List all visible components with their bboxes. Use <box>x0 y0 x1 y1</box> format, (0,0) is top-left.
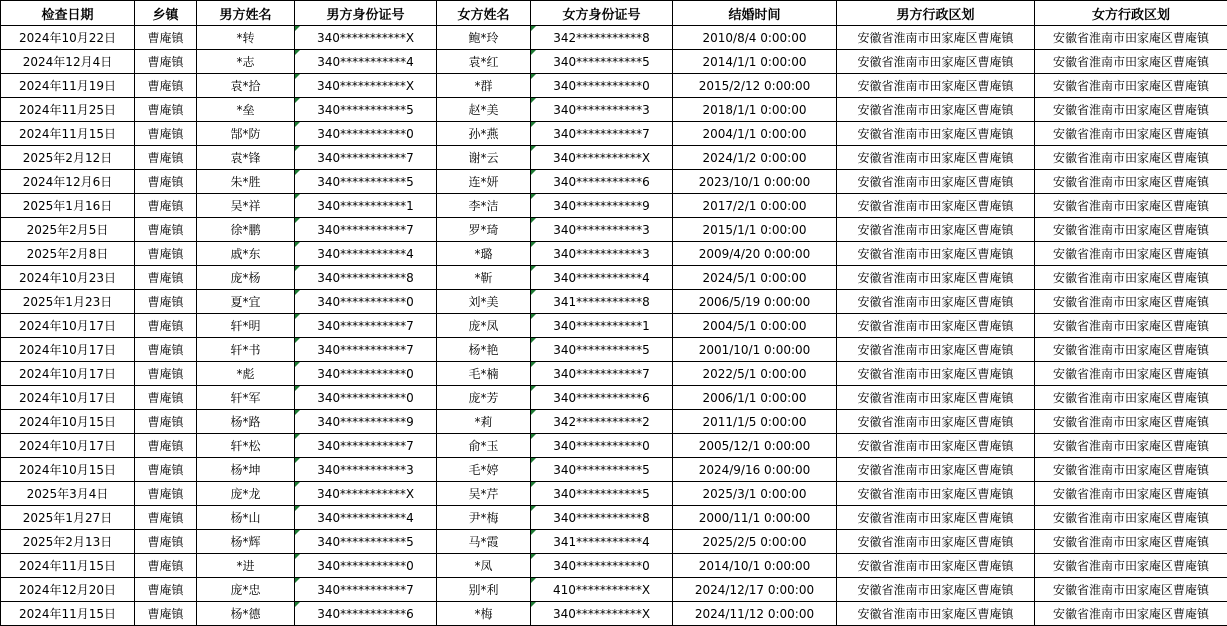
table-row <box>1 74 1227 98</box>
female-region-cell[interactable]: 安徽省淮南市田家庵区曹庵镇 <box>1035 338 1227 362</box>
female-name-cell[interactable]: 赵*美 <box>437 98 531 122</box>
table-row <box>1 50 1227 74</box>
check-date-cell[interactable]: 2024年10月23日 <box>1 266 135 290</box>
table-row <box>1 218 1227 242</box>
town-cell[interactable]: 曹庵镇 <box>135 266 197 290</box>
female-name-cell[interactable]: 刘*美 <box>437 290 531 314</box>
marriage-time-cell[interactable]: 2022/5/1 0:00:00 <box>673 362 837 386</box>
check-date-cell[interactable]: 2025年2月13日 <box>1 530 135 554</box>
marriage-time-cell[interactable]: 2024/9/16 0:00:00 <box>673 458 837 482</box>
female-name-cell[interactable]: *凤 <box>437 554 531 578</box>
check-date-cell[interactable]: 2024年10月17日 <box>1 314 135 338</box>
table-row <box>1 506 1227 530</box>
female-id-cell[interactable]: 340***********7 <box>531 362 673 386</box>
female-region-cell[interactable]: 安徽省淮南市田家庵区曹庵镇 <box>1035 74 1227 98</box>
male-id-cell[interactable]: 340***********7 <box>295 218 437 242</box>
female-region-cell[interactable]: 安徽省淮南市田家庵区曹庵镇 <box>1035 170 1227 194</box>
female-name-cell[interactable]: 连*妍 <box>437 170 531 194</box>
town-cell[interactable]: 曹庵镇 <box>135 122 197 146</box>
female-id-cell[interactable]: 340***********8 <box>531 506 673 530</box>
female-name-cell[interactable]: *莉 <box>437 410 531 434</box>
town-cell[interactable]: 曹庵镇 <box>135 50 197 74</box>
female-name-cell[interactable]: 庞*凤 <box>437 314 531 338</box>
town-cell[interactable]: 曹庵镇 <box>135 434 197 458</box>
female-region-cell[interactable]: 安徽省淮南市田家庵区曹庵镇 <box>1035 602 1227 626</box>
female-region-cell[interactable]: 安徽省淮南市田家庵区曹庵镇 <box>1035 98 1227 122</box>
marriage-time-cell[interactable]: 2004/1/1 0:00:00 <box>673 122 837 146</box>
check-date-cell[interactable]: 2024年10月17日 <box>1 338 135 362</box>
female-region-cell[interactable]: 安徽省淮南市田家庵区曹庵镇 <box>1035 218 1227 242</box>
check-date-cell[interactable]: 2024年10月22日 <box>1 26 135 50</box>
female-name-cell[interactable]: *璐 <box>437 242 531 266</box>
male-name-cell[interactable]: 郜*防 <box>197 122 295 146</box>
male-region-cell[interactable]: 安徽省淮南市田家庵区曹庵镇 <box>837 242 1035 266</box>
table-row <box>1 194 1227 218</box>
marriage-time-cell[interactable]: 2006/5/19 0:00:00 <box>673 290 837 314</box>
male-id-cell[interactable]: 340***********0 <box>295 386 437 410</box>
check-date-cell[interactable]: 2024年12月6日 <box>1 170 135 194</box>
town-cell[interactable]: 曹庵镇 <box>135 338 197 362</box>
check-date-cell[interactable]: 2024年11月15日 <box>1 122 135 146</box>
male-name-cell[interactable]: *彪 <box>197 362 295 386</box>
column-header-male-region[interactable]: 男方行政区划 <box>837 1 1035 26</box>
town-cell[interactable]: 曹庵镇 <box>135 530 197 554</box>
female-region-cell[interactable]: 安徽省淮南市田家庵区曹庵镇 <box>1035 434 1227 458</box>
town-cell[interactable]: 曹庵镇 <box>135 578 197 602</box>
female-id-cell[interactable]: 340***********5 <box>531 482 673 506</box>
male-region-cell[interactable]: 安徽省淮南市田家庵区曹庵镇 <box>837 338 1035 362</box>
female-region-cell[interactable]: 安徽省淮南市田家庵区曹庵镇 <box>1035 194 1227 218</box>
male-id-cell[interactable]: 340***********6 <box>295 602 437 626</box>
female-region-cell[interactable]: 安徽省淮南市田家庵区曹庵镇 <box>1035 458 1227 482</box>
female-name-cell[interactable]: 谢*云 <box>437 146 531 170</box>
table-row <box>1 26 1227 50</box>
female-name-cell[interactable]: *群 <box>437 74 531 98</box>
table-row <box>1 554 1227 578</box>
marriage-time-cell[interactable]: 2015/1/1 0:00:00 <box>673 218 837 242</box>
male-name-cell[interactable]: 轩*明 <box>197 314 295 338</box>
male-id-cell[interactable]: 340***********5 <box>295 98 437 122</box>
male-id-cell[interactable]: 340***********0 <box>295 554 437 578</box>
marriage-time-cell[interactable]: 2017/2/1 0:00:00 <box>673 194 837 218</box>
female-region-cell[interactable]: 安徽省淮南市田家庵区曹庵镇 <box>1035 386 1227 410</box>
female-region-cell[interactable]: 安徽省淮南市田家庵区曹庵镇 <box>1035 362 1227 386</box>
female-name-cell[interactable]: 罗*琦 <box>437 218 531 242</box>
table-row <box>1 386 1227 410</box>
marriage-time-cell[interactable]: 2000/11/1 0:00:00 <box>673 506 837 530</box>
female-id-cell[interactable]: 340***********5 <box>531 458 673 482</box>
male-region-cell[interactable]: 安徽省淮南市田家庵区曹庵镇 <box>837 194 1035 218</box>
male-region-cell[interactable]: 安徽省淮南市田家庵区曹庵镇 <box>837 482 1035 506</box>
male-id-cell[interactable]: 340***********7 <box>295 314 437 338</box>
female-name-cell[interactable]: 庞*芳 <box>437 386 531 410</box>
female-region-cell[interactable]: 安徽省淮南市田家庵区曹庵镇 <box>1035 530 1227 554</box>
column-header-female-id[interactable]: 女方身份证号 <box>531 1 673 26</box>
check-date-cell[interactable]: 2024年10月15日 <box>1 458 135 482</box>
check-date-cell[interactable]: 2024年11月15日 <box>1 602 135 626</box>
male-region-cell[interactable]: 安徽省淮南市田家庵区曹庵镇 <box>837 506 1035 530</box>
female-name-cell[interactable]: 李*洁 <box>437 194 531 218</box>
male-region-cell[interactable]: 安徽省淮南市田家庵区曹庵镇 <box>837 602 1035 626</box>
male-name-cell[interactable]: 徐*鹏 <box>197 218 295 242</box>
marriage-time-cell[interactable]: 2014/10/1 0:00:00 <box>673 554 837 578</box>
marriage-time-cell[interactable]: 2024/12/17 0:00:00 <box>673 578 837 602</box>
check-date-cell[interactable]: 2024年10月17日 <box>1 362 135 386</box>
male-region-cell[interactable]: 安徽省淮南市田家庵区曹庵镇 <box>837 170 1035 194</box>
male-name-cell[interactable]: 袁*锋 <box>197 146 295 170</box>
male-id-cell[interactable]: 340***********4 <box>295 506 437 530</box>
male-region-cell[interactable]: 安徽省淮南市田家庵区曹庵镇 <box>837 362 1035 386</box>
header-row <box>1 1 1227 26</box>
male-region-cell[interactable]: 安徽省淮南市田家庵区曹庵镇 <box>837 122 1035 146</box>
female-id-cell[interactable]: 341***********4 <box>531 530 673 554</box>
check-date-cell[interactable]: 2025年2月5日 <box>1 218 135 242</box>
table-row <box>1 458 1227 482</box>
check-date-cell[interactable]: 2024年10月17日 <box>1 386 135 410</box>
marriage-time-cell[interactable]: 2006/1/1 0:00:00 <box>673 386 837 410</box>
male-id-cell[interactable]: 340***********5 <box>295 170 437 194</box>
female-region-cell[interactable]: 安徽省淮南市田家庵区曹庵镇 <box>1035 554 1227 578</box>
male-name-cell[interactable]: 庞*杨 <box>197 266 295 290</box>
female-name-cell[interactable]: *靳 <box>437 266 531 290</box>
male-name-cell[interactable]: 轩*军 <box>197 386 295 410</box>
male-region-cell[interactable]: 安徽省淮南市田家庵区曹庵镇 <box>837 314 1035 338</box>
marriage-time-cell[interactable]: 2018/1/1 0:00:00 <box>673 98 837 122</box>
table-row <box>1 530 1227 554</box>
town-cell[interactable]: 曹庵镇 <box>135 314 197 338</box>
male-region-cell[interactable]: 安徽省淮南市田家庵区曹庵镇 <box>837 458 1035 482</box>
female-id-cell[interactable]: 340***********5 <box>531 50 673 74</box>
female-id-cell[interactable]: 341***********8 <box>531 290 673 314</box>
male-region-cell[interactable]: 安徽省淮南市田家庵区曹庵镇 <box>837 266 1035 290</box>
check-date-cell[interactable]: 2025年2月12日 <box>1 146 135 170</box>
female-region-cell[interactable]: 安徽省淮南市田家庵区曹庵镇 <box>1035 290 1227 314</box>
female-id-cell[interactable]: 340***********3 <box>531 242 673 266</box>
male-id-cell[interactable]: 340***********5 <box>295 530 437 554</box>
male-name-cell[interactable]: 朱*胜 <box>197 170 295 194</box>
female-id-cell[interactable]: 340***********6 <box>531 386 673 410</box>
male-name-cell[interactable]: 杨*山 <box>197 506 295 530</box>
town-cell[interactable]: 曹庵镇 <box>135 146 197 170</box>
male-region-cell[interactable]: 安徽省淮南市田家庵区曹庵镇 <box>837 578 1035 602</box>
male-id-cell[interactable]: 340***********X <box>295 482 437 506</box>
male-name-cell[interactable]: 轩*松 <box>197 434 295 458</box>
male-name-cell[interactable]: 杨*辉 <box>197 530 295 554</box>
female-id-cell[interactable]: 340***********4 <box>531 266 673 290</box>
table-row <box>1 482 1227 506</box>
male-region-cell[interactable]: 安徽省淮南市田家庵区曹庵镇 <box>837 290 1035 314</box>
male-region-cell[interactable]: 安徽省淮南市田家庵区曹庵镇 <box>837 410 1035 434</box>
male-name-cell[interactable]: *进 <box>197 554 295 578</box>
female-name-cell[interactable]: 俞*玉 <box>437 434 531 458</box>
female-region-cell[interactable]: 安徽省淮南市田家庵区曹庵镇 <box>1035 410 1227 434</box>
male-id-cell[interactable]: 340***********9 <box>295 410 437 434</box>
male-id-cell[interactable]: 340***********0 <box>295 362 437 386</box>
table-row <box>1 434 1227 458</box>
male-name-cell[interactable]: 轩*书 <box>197 338 295 362</box>
female-id-cell[interactable]: 340***********3 <box>531 218 673 242</box>
female-name-cell[interactable]: *梅 <box>437 602 531 626</box>
female-region-cell[interactable]: 安徽省淮南市田家庵区曹庵镇 <box>1035 146 1227 170</box>
table-row <box>1 290 1227 314</box>
town-cell[interactable]: 曹庵镇 <box>135 362 197 386</box>
table-body <box>1 26 1227 626</box>
male-region-cell[interactable]: 安徽省淮南市田家庵区曹庵镇 <box>837 74 1035 98</box>
table-row <box>1 578 1227 602</box>
male-name-cell[interactable]: 杨*路 <box>197 410 295 434</box>
column-header-marriage-time[interactable]: 结婚时间 <box>673 1 837 26</box>
town-cell[interactable]: 曹庵镇 <box>135 602 197 626</box>
town-cell[interactable]: 曹庵镇 <box>135 386 197 410</box>
female-region-cell[interactable]: 安徽省淮南市田家庵区曹庵镇 <box>1035 26 1227 50</box>
male-region-cell[interactable]: 安徽省淮南市田家庵区曹庵镇 <box>837 26 1035 50</box>
marriage-time-cell[interactable]: 2023/10/1 0:00:00 <box>673 170 837 194</box>
male-region-cell[interactable]: 安徽省淮南市田家庵区曹庵镇 <box>837 146 1035 170</box>
male-id-cell[interactable]: 340***********0 <box>295 122 437 146</box>
male-id-cell[interactable]: 340***********7 <box>295 434 437 458</box>
female-id-cell[interactable]: 342***********2 <box>531 410 673 434</box>
marriage-time-cell[interactable]: 2015/2/12 0:00:00 <box>673 74 837 98</box>
female-region-cell[interactable]: 安徽省淮南市田家庵区曹庵镇 <box>1035 122 1227 146</box>
male-id-cell[interactable]: 340***********4 <box>295 242 437 266</box>
table-row <box>1 98 1227 122</box>
check-date-cell[interactable]: 2025年1月23日 <box>1 290 135 314</box>
check-date-cell[interactable]: 2025年2月8日 <box>1 242 135 266</box>
male-region-cell[interactable]: 安徽省淮南市田家庵区曹庵镇 <box>837 554 1035 578</box>
marriage-time-cell[interactable]: 2024/1/2 0:00:00 <box>673 146 837 170</box>
male-name-cell[interactable]: 夏*宜 <box>197 290 295 314</box>
male-region-cell[interactable]: 安徽省淮南市田家庵区曹庵镇 <box>837 50 1035 74</box>
table-row <box>1 362 1227 386</box>
check-date-cell[interactable]: 2024年11月15日 <box>1 554 135 578</box>
town-cell[interactable]: 曹庵镇 <box>135 170 197 194</box>
marriage-time-cell[interactable]: 2024/11/12 0:00:00 <box>673 602 837 626</box>
town-cell[interactable]: 曹庵镇 <box>135 194 197 218</box>
female-name-cell[interactable]: 袁*红 <box>437 50 531 74</box>
female-id-cell[interactable]: 340***********X <box>531 602 673 626</box>
male-id-cell[interactable]: 340***********3 <box>295 458 437 482</box>
table-row <box>1 266 1227 290</box>
check-date-cell[interactable]: 2025年1月27日 <box>1 506 135 530</box>
marriage-time-cell[interactable]: 2010/8/4 0:00:00 <box>673 26 837 50</box>
table-row <box>1 146 1227 170</box>
town-cell[interactable]: 曹庵镇 <box>135 506 197 530</box>
female-region-cell[interactable]: 安徽省淮南市田家庵区曹庵镇 <box>1035 314 1227 338</box>
male-name-cell[interactable]: *转 <box>197 26 295 50</box>
male-id-cell[interactable]: 340***********8 <box>295 266 437 290</box>
column-header-male-id[interactable]: 男方身份证号 <box>295 1 437 26</box>
female-id-cell[interactable]: 342***********8 <box>531 26 673 50</box>
column-header-female-name[interactable]: 女方姓名 <box>437 1 531 26</box>
marriage-time-cell[interactable]: 2025/2/5 0:00:00 <box>673 530 837 554</box>
female-id-cell[interactable]: 340***********5 <box>531 338 673 362</box>
column-header-male-name[interactable]: 男方姓名 <box>197 1 295 26</box>
female-region-cell[interactable]: 安徽省淮南市田家庵区曹庵镇 <box>1035 242 1227 266</box>
male-id-cell[interactable]: 340***********0 <box>295 290 437 314</box>
town-cell[interactable]: 曹庵镇 <box>135 74 197 98</box>
marriage-time-cell[interactable]: 2009/4/20 0:00:00 <box>673 242 837 266</box>
town-cell[interactable]: 曹庵镇 <box>135 458 197 482</box>
table-row <box>1 122 1227 146</box>
male-region-cell[interactable]: 安徽省淮南市田家庵区曹庵镇 <box>837 434 1035 458</box>
female-id-cell[interactable]: 340***********3 <box>531 98 673 122</box>
town-cell[interactable]: 曹庵镇 <box>135 26 197 50</box>
town-cell[interactable]: 曹庵镇 <box>135 218 197 242</box>
male-name-cell[interactable]: 庞*忠 <box>197 578 295 602</box>
town-cell[interactable]: 曹庵镇 <box>135 482 197 506</box>
female-region-cell[interactable]: 安徽省淮南市田家庵区曹庵镇 <box>1035 506 1227 530</box>
female-id-cell[interactable]: 340***********6 <box>531 170 673 194</box>
marriage-time-cell[interactable]: 2005/12/1 0:00:00 <box>673 434 837 458</box>
female-name-cell[interactable]: 吴*芹 <box>437 482 531 506</box>
table-row <box>1 242 1227 266</box>
check-date-cell[interactable]: 2024年10月17日 <box>1 434 135 458</box>
town-cell[interactable]: 曹庵镇 <box>135 242 197 266</box>
female-name-cell[interactable]: 尹*梅 <box>437 506 531 530</box>
check-date-cell[interactable]: 2024年11月25日 <box>1 98 135 122</box>
male-id-cell[interactable]: 340***********X <box>295 74 437 98</box>
female-name-cell[interactable]: 毛*楠 <box>437 362 531 386</box>
column-header-check-date[interactable]: 检查日期 <box>1 1 135 26</box>
check-date-cell[interactable]: 2025年1月16日 <box>1 194 135 218</box>
table-row <box>1 602 1227 626</box>
female-id-cell[interactable]: 410***********X <box>531 578 673 602</box>
marriage-time-cell[interactable]: 2014/1/1 0:00:00 <box>673 50 837 74</box>
table-row <box>1 410 1227 434</box>
female-region-cell[interactable]: 安徽省淮南市田家庵区曹庵镇 <box>1035 482 1227 506</box>
check-date-cell[interactable]: 2024年12月4日 <box>1 50 135 74</box>
male-name-cell[interactable]: 庞*龙 <box>197 482 295 506</box>
male-id-cell[interactable]: 340***********4 <box>295 50 437 74</box>
table-row <box>1 314 1227 338</box>
male-name-cell[interactable]: 杨*德 <box>197 602 295 626</box>
male-region-cell[interactable]: 安徽省淮南市田家庵区曹庵镇 <box>837 98 1035 122</box>
male-name-cell[interactable]: 袁*拾 <box>197 74 295 98</box>
female-name-cell[interactable]: 马*霞 <box>437 530 531 554</box>
female-name-cell[interactable]: 孙*燕 <box>437 122 531 146</box>
male-id-cell[interactable]: 340***********X <box>295 26 437 50</box>
female-name-cell[interactable]: 鲍*玲 <box>437 26 531 50</box>
table-row <box>1 338 1227 362</box>
female-id-cell[interactable]: 340***********X <box>531 146 673 170</box>
male-region-cell[interactable]: 安徽省淮南市田家庵区曹庵镇 <box>837 530 1035 554</box>
male-id-cell[interactable]: 340***********1 <box>295 194 437 218</box>
table-row <box>1 170 1227 194</box>
female-region-cell[interactable]: 安徽省淮南市田家庵区曹庵镇 <box>1035 578 1227 602</box>
female-region-cell[interactable]: 安徽省淮南市田家庵区曹庵镇 <box>1035 266 1227 290</box>
male-region-cell[interactable]: 安徽省淮南市田家庵区曹庵镇 <box>837 218 1035 242</box>
marriage-time-cell[interactable]: 2025/3/1 0:00:00 <box>673 482 837 506</box>
male-id-cell[interactable]: 340***********7 <box>295 338 437 362</box>
town-cell[interactable]: 曹庵镇 <box>135 98 197 122</box>
male-name-cell[interactable]: 吴*祥 <box>197 194 295 218</box>
male-name-cell[interactable]: *志 <box>197 50 295 74</box>
male-name-cell[interactable]: 杨*坤 <box>197 458 295 482</box>
female-id-cell[interactable]: 340***********7 <box>531 122 673 146</box>
marriage-time-cell[interactable]: 2001/10/1 0:00:00 <box>673 338 837 362</box>
male-id-cell[interactable]: 340***********7 <box>295 578 437 602</box>
male-region-cell[interactable]: 安徽省淮南市田家庵区曹庵镇 <box>837 386 1035 410</box>
check-date-cell[interactable]: 2025年3月4日 <box>1 482 135 506</box>
town-cell[interactable]: 曹庵镇 <box>135 290 197 314</box>
female-name-cell[interactable]: 别*利 <box>437 578 531 602</box>
female-id-cell[interactable]: 340***********0 <box>531 434 673 458</box>
female-region-cell[interactable]: 安徽省淮南市田家庵区曹庵镇 <box>1035 50 1227 74</box>
male-name-cell[interactable]: 戚*东 <box>197 242 295 266</box>
female-id-cell[interactable]: 340***********1 <box>531 314 673 338</box>
column-header-town[interactable]: 乡镇 <box>135 1 197 26</box>
female-id-cell[interactable]: 340***********0 <box>531 74 673 98</box>
female-id-cell[interactable]: 340***********9 <box>531 194 673 218</box>
female-id-cell[interactable]: 340***********0 <box>531 554 673 578</box>
female-name-cell[interactable]: 毛*婷 <box>437 458 531 482</box>
marriage-time-cell[interactable]: 2004/5/1 0:00:00 <box>673 314 837 338</box>
town-cell[interactable]: 曹庵镇 <box>135 554 197 578</box>
marriage-time-cell[interactable]: 2024/5/1 0:00:00 <box>673 266 837 290</box>
column-header-female-region[interactable]: 女方行政区划 <box>1035 1 1227 26</box>
town-cell[interactable]: 曹庵镇 <box>135 410 197 434</box>
marriage-time-cell[interactable]: 2011/1/5 0:00:00 <box>673 410 837 434</box>
check-date-cell[interactable]: 2024年12月20日 <box>1 578 135 602</box>
male-id-cell[interactable]: 340***********7 <box>295 146 437 170</box>
female-name-cell[interactable]: 杨*艳 <box>437 338 531 362</box>
check-date-cell[interactable]: 2024年11月19日 <box>1 74 135 98</box>
check-date-cell[interactable]: 2024年10月15日 <box>1 410 135 434</box>
male-name-cell[interactable]: *垒 <box>197 98 295 122</box>
